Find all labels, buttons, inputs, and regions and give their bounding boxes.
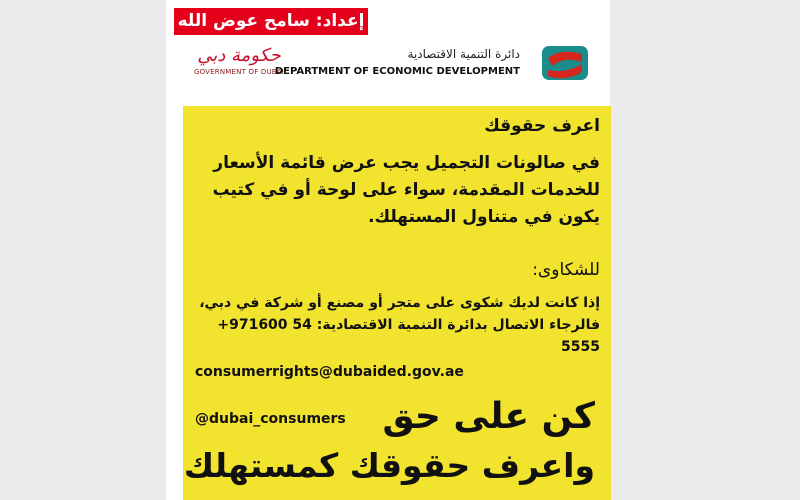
complaints-body	[190, 292, 600, 358]
info-panel	[183, 106, 611, 500]
email-address[interactable]: consumerrights@dubaided.gov.ae	[195, 364, 464, 380]
ded-emblem-icon	[540, 44, 590, 82]
complaints-line-2	[190, 314, 600, 358]
complaints-title: للشكاوى:	[532, 260, 600, 280]
ded-logo-arabic: دائرة التنمية الاقتصادية	[407, 47, 520, 61]
ded-logo	[274, 44, 590, 84]
phone-number[interactable]: +971600 54 5555	[217, 317, 600, 355]
complaints-line-1: إذا كانت لديك شكوى على متجر أو مصنع أو شركة في دبي،	[199, 295, 600, 311]
social-handle[interactable]: @dubai_consumers	[195, 411, 346, 427]
section-heading: اعرف حقوقك	[484, 116, 600, 136]
ded-logo-english: DEPARTMENT OF ECONOMIC DEVELOPMENT	[274, 66, 520, 77]
gov-logo-arabic: حكومة دبي	[197, 45, 281, 66]
rights-paragraph: في صالونات التجميل يجب عرض قائمة الأسعار للخدمات المقدمة، سواء على لوحة أو في كتيب يكون في متناول المستهلك.	[212, 153, 600, 227]
government-of-dubai-logo	[188, 44, 290, 86]
slogan-line-2: واعرف حقوقك كمستهلك	[183, 446, 595, 485]
author-badge: إعداد: سامح عوض الله	[174, 8, 368, 35]
complaints-line-2-text: فالرجاء الاتصال بدائرة التنمية الاقتصادية:	[316, 317, 600, 333]
slogan-line-1: كن على حق	[382, 396, 595, 437]
gov-logo-english: GOVERNMENT OF DUBAI	[193, 68, 285, 76]
